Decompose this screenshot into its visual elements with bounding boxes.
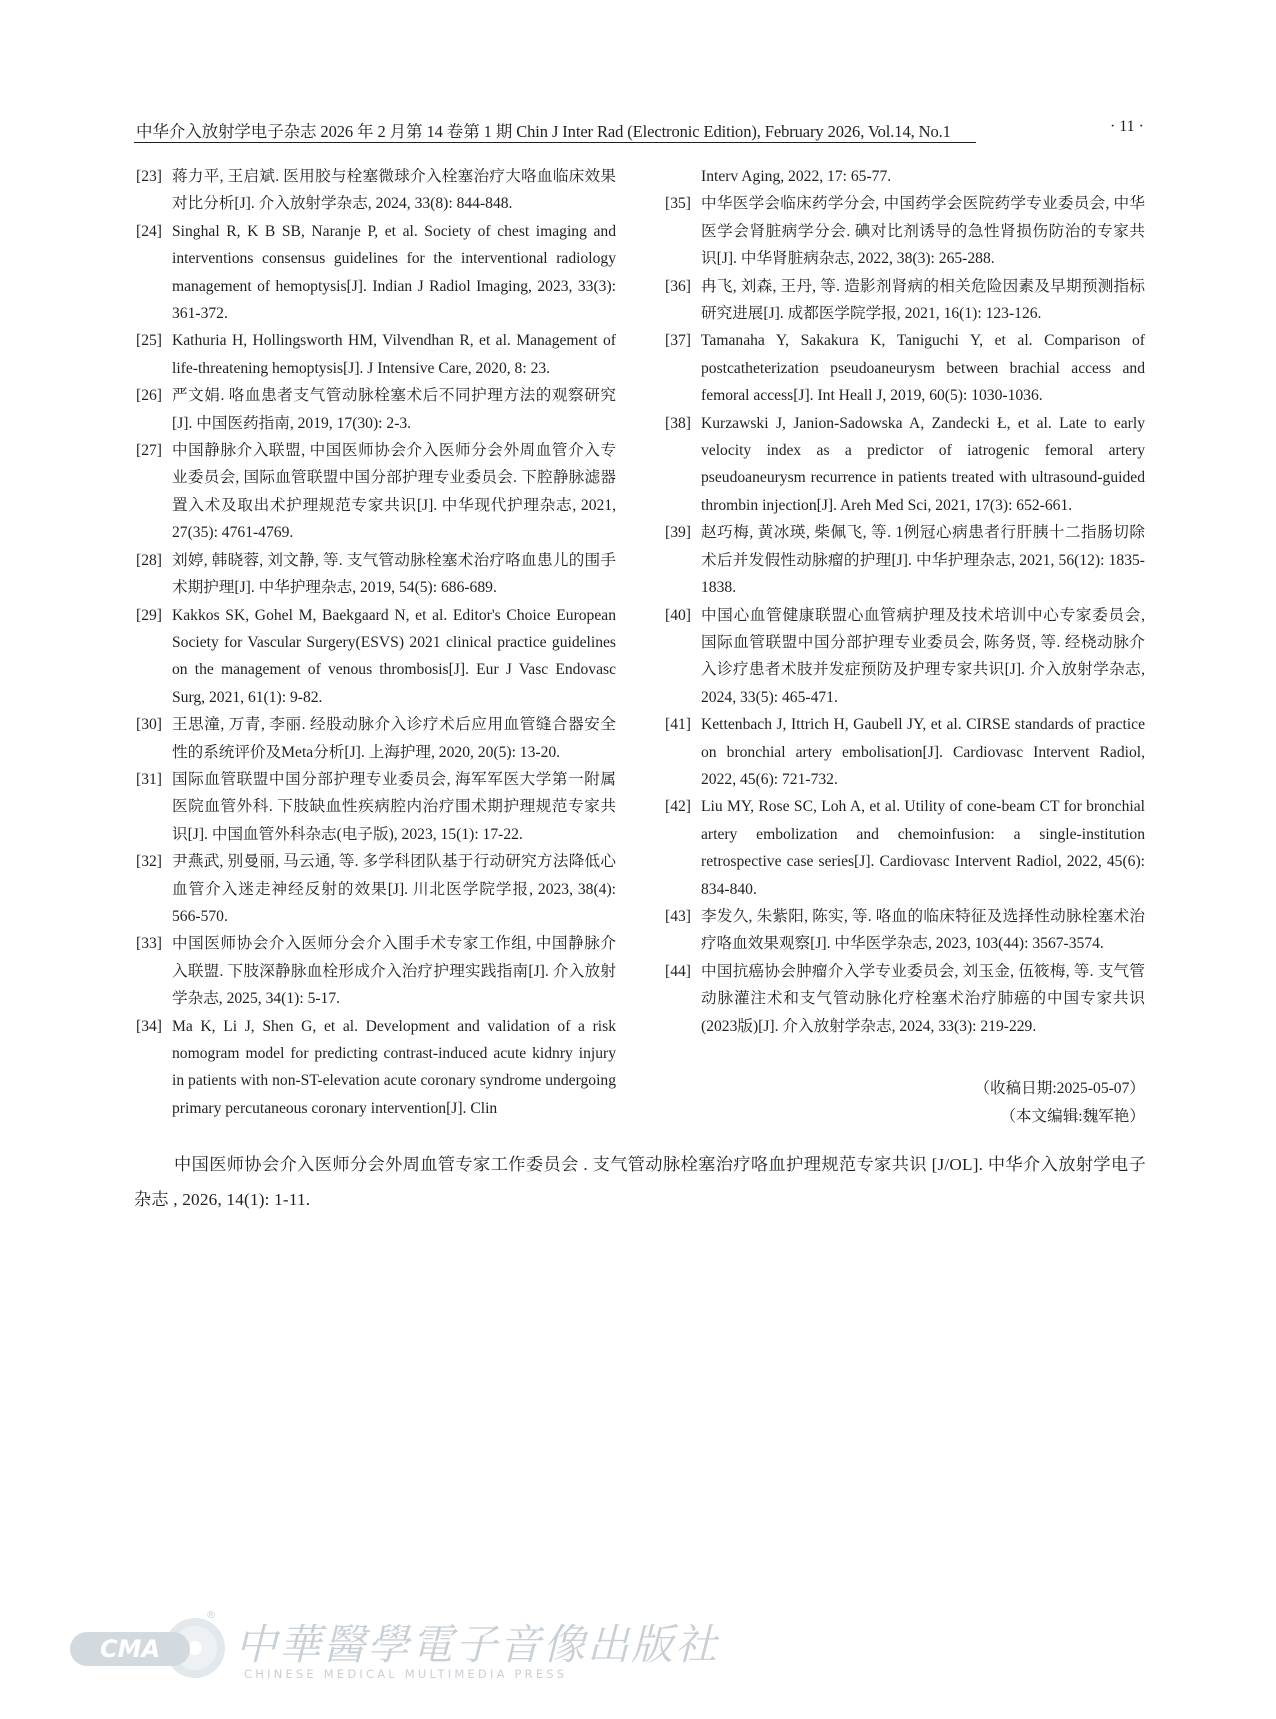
reference-text: Ma K, Li J, Shen G, et al. Development and validation of a risk nomogram model for predicting contrast-induced acute kidnry injury in patients with non-ST-elevation acute coronary syndrome undergoing primary percutaneous coronary intervention[J]. Clin bbox=[172, 1017, 616, 1117]
reference-text: 刘婷, 韩晓蓉, 刘文静, 等. 支气管动脉栓塞术治疗咯血患儿的围手术期护理[J]. 中华护理杂志, 2019, 54(5): 686-689. bbox=[172, 551, 616, 597]
registered-mark: ® bbox=[206, 1610, 216, 1621]
page-number: · 11 · bbox=[1109, 118, 1144, 135]
reference-item bbox=[136, 602, 616, 712]
reference-number: [40] bbox=[665, 606, 691, 624]
reference-number: [37] bbox=[665, 332, 691, 350]
reference-text: Kurzawski J, Janion-Sadowska A, Zandecki Ł, et al. Late to early velocity index as a predictor of iatrogenic femoral artery pseudoaneurysm recurrence in patients treated with ultrasound-guided thrombin injection[J]. Areh Med Sci, 2021, 17(3): 652-661. bbox=[701, 414, 1145, 514]
reference-item bbox=[665, 327, 1145, 409]
reference-number: [32] bbox=[136, 853, 162, 871]
reference-text: 严文娟. 咯血患者支气管动脉栓塞术后不同护理方法的观察研究[J]. 中国医药指南, 2019, 17(30): 2-3. bbox=[172, 387, 616, 432]
reference-text: 王思潼, 万青, 李丽. 经股动脉介入诊疗术后应用血管缝合器安全性的系统评价及Meta分析[J]. 上海护理, 2020, 20(5): 13-20. bbox=[172, 716, 616, 761]
reference-item bbox=[665, 273, 1145, 328]
reference-text: 中国心血管健康联盟心血管病护理及技术培训中心专家委员会, 国际血管联盟中国分部护理专业委员会, 陈务贤, 等. 经桡动脉介入诊疗患者术肢并发症预防及护理专家共识[J]. 介入放射学杂志, 2024, 33(5): 465-471. bbox=[701, 606, 1145, 706]
header-rule bbox=[134, 142, 976, 143]
references-right-column bbox=[665, 163, 1145, 1040]
references-left-column bbox=[136, 163, 616, 1122]
reference-item bbox=[136, 437, 616, 547]
reference-text: 中国医师协会介入医师分会介入围手术专家工作组, 中国静脉介入联盟. 下肢深静脉血栓形成介入治疗护理实践指南[J]. 介入放射学杂志, 2025, 34(1): 5-17. bbox=[172, 935, 616, 1008]
reference-text: Kakkos SK, Gohel M, Baekgaard N, et al. Editor's Choice European Society for Vascular Surgery(ESVS) 2021 clinical practice guidelines on the management of venous thrombosis[J]. Eur J Vasc Endovasc Surg, 2021, 61(1): 9-82. bbox=[172, 606, 616, 706]
reference-number: [35] bbox=[665, 195, 691, 213]
reference-number: [31] bbox=[136, 770, 162, 788]
reference-number: [33] bbox=[136, 935, 162, 953]
reference-number: [27] bbox=[136, 442, 162, 460]
reference-number: [43] bbox=[665, 907, 691, 925]
reference-number: [39] bbox=[665, 524, 691, 542]
reference-text: Kathuria H, Hollingsworth HM, Vilvendhan R, et al. Management of life-threatening hemoptysis[J]. J Intensive Care, 2020, 8: 23. bbox=[172, 332, 616, 377]
reference-text: Tamanaha Y, Sakakura K, Taniguchi Y, et al. Comparison of postcatheterization pseudoaneurysm between brachial access and femoral access[J]. Int Heall J, 2019, 60(5): 1030-1036. bbox=[701, 332, 1145, 405]
reference-item bbox=[136, 930, 616, 1012]
editor-note: （本文编辑:魏军艳） bbox=[1000, 1108, 1145, 1125]
reference-text: 中华医学会临床药学分会, 中国药学会医院药学专业委员会, 中华医学会肾脏病学分会. 碘对比剂诱导的急性肾损伤防治的专家共识[J]. 中华肾脏病杂志, 2022, 38(3): 265-288. bbox=[701, 195, 1145, 268]
reference-number: [44] bbox=[665, 962, 691, 980]
reference-text: 中国静脉介入联盟, 中国医师协会介入医师分会外周血管介入专业委员会, 国际血管联盟中国分部护理专业委员会. 下腔静脉滤器置入术及取出术护理规范专家共识[J]. 中华现代护理杂志, 2021, 27(35): 4761-4769. bbox=[172, 442, 616, 542]
reference-item bbox=[136, 1013, 616, 1123]
reference-item bbox=[136, 711, 616, 766]
reference-item bbox=[136, 766, 616, 848]
reference-text: 冉飞, 刘森, 王丹, 等. 造影剂肾病的相关危险因素及早期预测指标研究进展[J]. 成都医学院学报, 2021, 16(1): 123-126. bbox=[701, 277, 1145, 323]
reference-number: [24] bbox=[136, 222, 162, 240]
logo-mark-text: CMA bbox=[99, 1635, 161, 1663]
journal-header-title: 中华介入放射学电子杂志 2026 年 2 月第 14 卷第 1 期 Chin J Inter Rad (Electronic Edition), February 2026, Vol.14, No.1 bbox=[136, 122, 951, 141]
cma-logo-icon bbox=[70, 1612, 230, 1682]
reference-text: 赵巧梅, 黄冰瑛, 柴佩飞, 等. 1例冠心病患者行肝胰十二指肠切除术后并发假性动脉瘤的护理[J]. 中华护理杂志, 2021, 56(12): 1835-1838. bbox=[701, 524, 1145, 597]
reference-item bbox=[665, 190, 1145, 272]
reference-text: Kettenbach J, Ittrich H, Gaubell JY, et al. CIRSE standards of practice on bronchial artery embolisation[J]. Cardiovasc Intervent Radiol, 2022, 45(6): 721-732. bbox=[701, 716, 1145, 788]
reference-number: [25] bbox=[136, 332, 162, 350]
reference-item bbox=[665, 602, 1145, 712]
reference-number: [29] bbox=[136, 606, 162, 624]
reference-number: [36] bbox=[665, 277, 691, 295]
reference-number: [34] bbox=[136, 1017, 162, 1035]
reference-text: Liu MY, Rose SC, Loh A, et al. Utility of cone-beam CT for bronchial artery embolization and chemoinfusion: a single-institution retrospective case series[J]. Cardiovasc Intervent Radiol, 2022, 45(6): 834-840. bbox=[701, 798, 1145, 898]
received-date: （收稿日期:2025-05-07） bbox=[974, 1080, 1145, 1097]
reference-item bbox=[665, 711, 1145, 793]
reference-text: 尹燕武, 别曼丽, 马云通, 等. 多学科团队基于行动研究方法降低心血管介入迷走神经反射的效果[J]. 川北医学院学报, 2023, 38(4): 566-570. bbox=[172, 853, 616, 925]
logo-chinese-name: 中華醫學電子音像出版社 bbox=[235, 1620, 720, 1669]
reference-item bbox=[665, 958, 1145, 1040]
reference-text: 李发久, 朱紫阳, 陈实, 等. 咯血的临床特征及选择性动脉栓塞术治疗咯血效果观察[J]. 中华医学杂志, 2023, 103(44): 3567-3574. bbox=[701, 907, 1145, 953]
reference-continuation: Interv Aging, 2022, 17: 65-77. bbox=[701, 168, 892, 185]
reference-item bbox=[136, 327, 616, 382]
reference-item bbox=[136, 848, 616, 930]
reference-number: [28] bbox=[136, 551, 162, 569]
publisher-logo bbox=[70, 1610, 720, 1692]
reference-item bbox=[665, 903, 1145, 958]
reference-number: [26] bbox=[136, 387, 162, 405]
reference-text: 国际血管联盟中国分部护理专业委员会, 海军军医大学第一附属医院血管外科. 下肢缺血性疾病腔内治疗围术期护理规范专家共识[J]. 中国血管外科杂志(电子版), 2023, 15(1): 17-22. bbox=[172, 770, 616, 843]
citation-text: 中国医师协会介入医师分会外周血管专家工作委员会 . 支气管动脉栓塞治疗咯血护理规范专家共识 [J/OL]. 中华介入放射学电子杂志 , 2026, 14(1): 1-11. bbox=[134, 1155, 1146, 1209]
reference-item bbox=[665, 793, 1145, 903]
reference-text: Singhal R, K B SB, Naranje P, et al. Society of chest imaging and interventions consensus guidelines for the interventional radiology management of hemoptysis[J]. Indian J Radiol Imaging, 2023, 33(3): 361-372. bbox=[172, 222, 616, 323]
reference-item bbox=[136, 163, 616, 218]
reference-item bbox=[136, 547, 616, 602]
reference-item bbox=[665, 410, 1145, 520]
reference-number: [23] bbox=[136, 168, 162, 185]
running-header bbox=[134, 116, 1144, 144]
reference-item bbox=[665, 519, 1145, 601]
reference-number: [38] bbox=[665, 414, 691, 432]
reference-text: 蒋力平, 王启斌. 医用胶与栓塞微球介入栓塞治疗大咯血临床效果对比分析[J]. 介入放射学杂志, 2024, 33(8): 844-848. bbox=[172, 168, 616, 213]
reference-number: [41] bbox=[665, 716, 691, 734]
reference-item bbox=[136, 218, 616, 328]
reference-item bbox=[136, 382, 616, 437]
logo-english-name: CHINESE MEDICAL MULTIMEDIA PRESS bbox=[244, 1667, 568, 1681]
reference-number: [42] bbox=[665, 798, 691, 816]
reference-text: 中国抗癌协会肿瘤介入学专业委员会, 刘玉金, 伍筱梅, 等. 支气管动脉灌注术和支气管动脉化疗栓塞术治疗肺癌的中国专家共识(2023版)[J]. 介入放射学杂志, 2024, 33(3): 219-229. bbox=[701, 962, 1145, 1035]
reference-number: [30] bbox=[136, 716, 162, 734]
